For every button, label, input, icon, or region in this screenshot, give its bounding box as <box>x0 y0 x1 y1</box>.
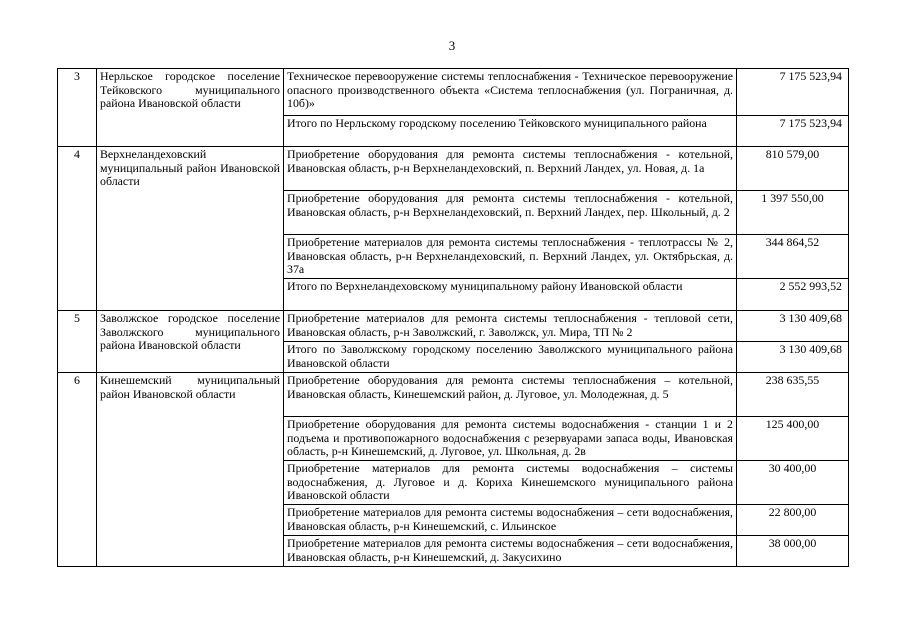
table-row <box>58 147 849 191</box>
item-amount: 7 175 523,94 <box>737 69 849 116</box>
row-number: 4 <box>58 147 97 311</box>
table-row <box>58 373 849 417</box>
item-amount: 3 130 409,68 <box>737 311 849 342</box>
subtotal-description: Итого по Верхнеландеховскому муниципальному району Ивановской области <box>284 279 737 311</box>
item-amount: 22 800,00 <box>737 505 849 536</box>
municipality-name: Нерльское городское поселение Тейковского муниципального района Ивановской области <box>97 69 284 147</box>
item-description: Приобретение оборудования для ремонта системы теплоснабжения - котельной, Ивановская область, р-н Верхнеландеховский, п. Верхний Ландех, ул. Новая, д. 1а <box>284 147 737 191</box>
page-number: 3 <box>448 38 456 53</box>
item-description: Приобретение оборудования для ремонта системы водоснабжения - станции 1 и 2 подъема и противопожарного водоснабжения с резервуарами запаса воды, Ивановская область, р-н Кинешемский, д. Луговое, ул. Школьная, д. 2в <box>284 417 737 461</box>
row-number: 3 <box>58 69 97 147</box>
table-row <box>58 69 849 116</box>
municipality-name: Верхнеландеховский муниципальный район Ивановской области <box>97 147 284 311</box>
item-description: Техническое перевооружение системы теплоснабжения - Техническое перевооружение опасного производственного объекта «Система теплоснабжения (ул. Пограничная, д. 10б)» <box>284 69 737 116</box>
table-row <box>58 311 849 342</box>
row-number: 5 <box>58 311 97 373</box>
subtotal-description: Итого по Нерльскому городскому поселению Тейковского муниципального района <box>284 116 737 147</box>
row-number: 6 <box>58 373 97 567</box>
item-description: Приобретение материалов для ремонта системы водоснабжения – системы водоснабжения, д. Луговое и д. Кориха Кинешемского муниципального района Ивановской области <box>284 461 737 505</box>
item-description: Приобретение оборудования для ремонта системы теплоснабжения – котельной, Ивановская область, Кинешемский район, д. Луговое, ул. Молодежная, д. 5 <box>284 373 737 417</box>
item-amount: 125 400,00 <box>737 417 849 461</box>
municipality-name: Заволжское городское поселение Заволжского муниципального района Ивановской области <box>97 311 284 373</box>
item-description: Приобретение материалов для ремонта системы водоснабжения – сети водоснабжения, Ивановская область, р-н Кинешемский, с. Ильинское <box>284 505 737 536</box>
item-amount: 30 400,00 <box>737 461 849 505</box>
subtotal-amount: 3 130 409,68 <box>737 342 849 373</box>
item-amount: 344 864,52 <box>737 235 849 279</box>
item-amount: 810 579,00 <box>737 147 849 191</box>
allocation-table <box>57 68 849 567</box>
item-amount: 238 635,55 <box>737 373 849 417</box>
item-description: Приобретение материалов для ремонта системы водоснабжения – сети водоснабжения, Ивановская область, р-н Кинешемский, д. Закусихино <box>284 536 737 567</box>
item-description: Приобретение материалов для ремонта системы теплоснабжения - теплотрассы № 2, Ивановская область, р-н Верхнеландеховский, п. Верхний Ландех, ул. Октябрьская, д. 37а <box>284 235 737 279</box>
subtotal-amount: 2 552 993,52 <box>737 279 849 311</box>
subtotal-description: Итого по Заволжскому городскому поселению Заволжского муниципального района Ивановской области <box>284 342 737 373</box>
item-amount: 1 397 550,00 <box>737 191 849 235</box>
subtotal-amount: 7 175 523,94 <box>737 116 849 147</box>
item-description: Приобретение оборудования для ремонта системы теплоснабжения - котельной, Ивановская область, р-н Верхнеландеховский, п. Верхний Ландех, пер. Школьный, д. 2 <box>284 191 737 235</box>
item-amount: 38 000,00 <box>737 536 849 567</box>
item-description: Приобретение материалов для ремонта системы теплоснабжения - тепловой сети, Ивановская область, р-н Заволжский, г. Заволжск, ул. Мира, ТП № 2 <box>284 311 737 342</box>
municipality-name: Кинешемский муниципальный район Ивановской области <box>97 373 284 567</box>
